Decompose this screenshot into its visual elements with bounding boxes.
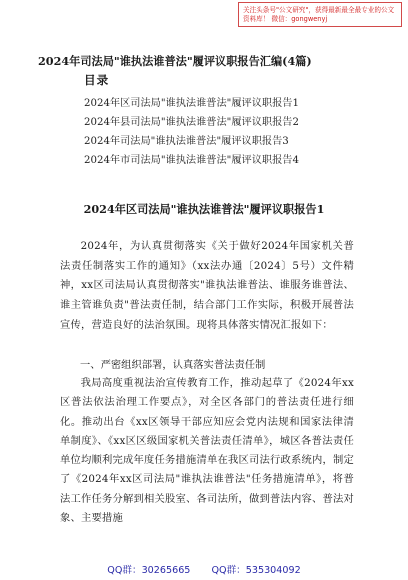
document-title: 2024年司法局"谁执法谁普法"履评议职报告汇编(4篇) — [38, 54, 312, 68]
qq-group-1: QQ群：30265665 — [107, 565, 191, 576]
toc-item-1[interactable]: 2024年区司法局"谁执法谁普法"履评议职报告1 — [84, 98, 299, 109]
toc-heading: 目录 — [84, 73, 110, 87]
section-title: 2024年区司法局"谁执法谁普法"履评议职报告1 — [83, 202, 325, 216]
toc-item-4[interactable]: 2024年市司法局"谁执法谁普法"履评议职报告4 — [84, 155, 299, 166]
qq-group-2: QQ群：535304092 — [211, 565, 301, 576]
toc-item-3[interactable]: 2024年司法局"谁执法谁普法"履评议职报告3 — [84, 136, 289, 147]
subheading-1: 一、严密组织部署，认真落实普法责任制 — [80, 359, 266, 371]
paragraph-intro: 2024年，为认真贯彻落实《关于做好2024年国家机关普法责任制落实工作的通知》（xx法办通〔2024〕5号）文件精神，xx区司法局认真贯彻落实"谁执法谁普法、谁服务谁普法、谁主管谁负责"普法责任制，结合部门工作实际，积极开展普法宣传，营造良好的法治氛围。现将具体落实情况汇报如下： — [60, 240, 354, 331]
header-promo-note: 关注头条号"公文研究"，获得最新最全最专业的公文资料库！ 微信：gongwenyj — [238, 2, 402, 27]
toc-item-2[interactable]: 2024年县司法局"谁执法谁普法"履评议职报告2 — [84, 117, 299, 128]
footer-contact — [0, 562, 408, 576]
paragraph-2: 我局高度重视法治宣传教育工作，推动起草了《2024年xx区普法依法治理工作要点》，对全区各部门的普法责任进行细化。推动出台《xx区领导干部应知应会党内法规和国家法律清单制度》、《xx区区级国家机关普法责任清单》，城区各普法责任单位均顺利完成年度任务措施清单在我区司法行政系统内，制定了《2024年xx区司法局"谁执法谁普法"任务措施清单》，将普法工作任务分解到相关股室、各司法所，做到普法内容、普法对象、主要措施 — [60, 377, 354, 525]
